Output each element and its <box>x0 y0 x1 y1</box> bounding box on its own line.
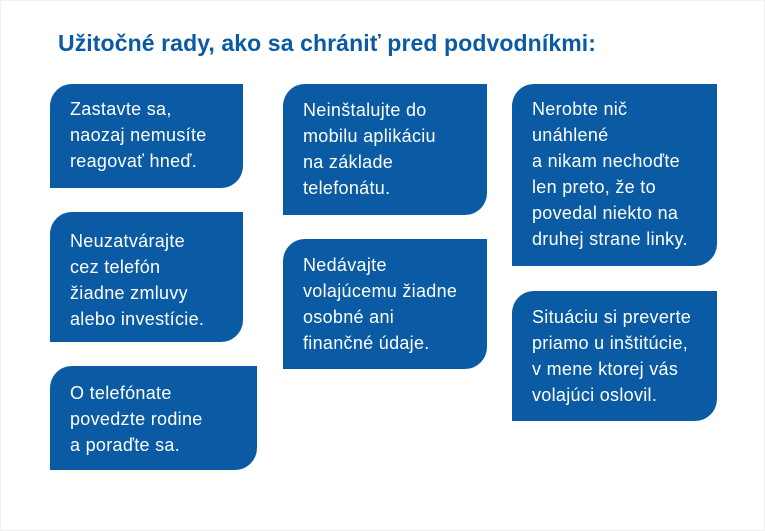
tip-card-no-contracts: Neuzatvárajte cez telefón žiadne zmluvy alebo investície. <box>50 212 243 342</box>
infographic-title: Užitočné rady, ako sa chrániť pred podvodníkmi: <box>58 30 597 56</box>
tip-card-no-app-install: Neinštalujte do mobilu aplikáciu na základe telefonátu. <box>283 84 487 215</box>
tip-card-no-rush: Nerobte nič unáhlené a nikam nechoďte len preto, že to povedal niekto na druhej strane linky. <box>512 84 717 266</box>
tip-card-no-personal-data: Nedávajte volajúcemu žiadne osobné ani finančné údaje. <box>283 239 487 369</box>
tip-card-tell-family: O telefónate povedzte rodine a poraďte sa. <box>50 366 257 470</box>
tip-card-stop: Zastavte sa, naozaj nemusíte reagovať hneď. <box>50 84 243 188</box>
tip-card-verify-institution: Situáciu si preverte priamo u inštitúcie, v mene ktorej vás volajúci oslovil. <box>512 291 717 421</box>
